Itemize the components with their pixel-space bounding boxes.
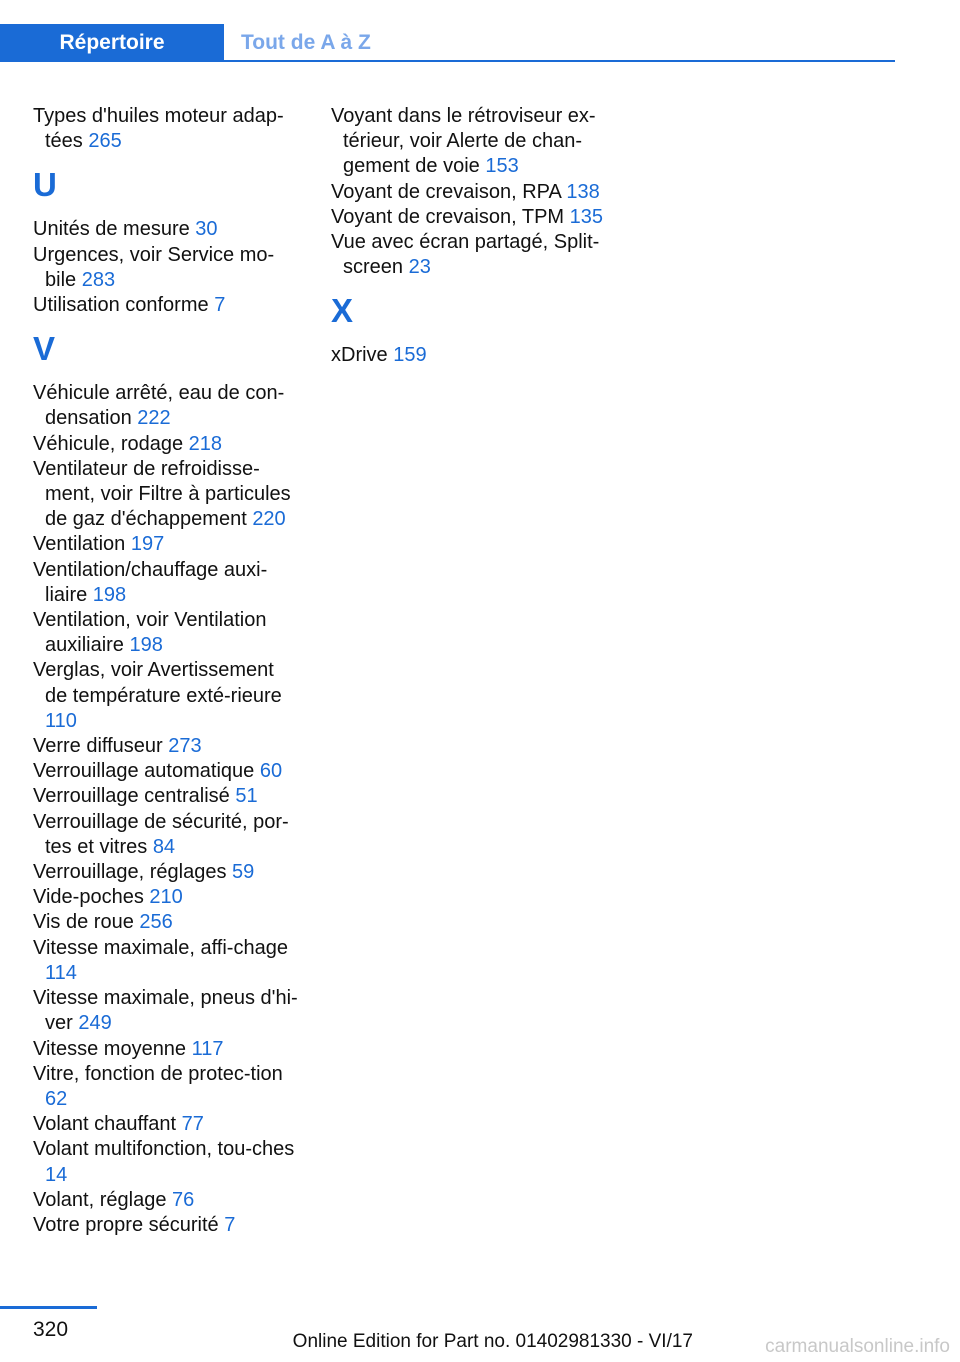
entry-text: Verglas, voir Avertissement de température exté‐rieure (33, 659, 282, 707)
page-link[interactable]: 76 (172, 1188, 195, 1211)
page-link[interactable]: 59 (232, 861, 255, 884)
page-link[interactable]: 23 (408, 256, 431, 279)
entry-text: Vue avec écran partagé, Split‐screen (331, 231, 600, 279)
page-link[interactable]: 273 (168, 735, 202, 758)
index-entry (33, 734, 301, 759)
index-entry (33, 658, 301, 734)
index-entry (33, 784, 301, 809)
entry-text: Verrouillage centralisé (33, 785, 236, 808)
page-link[interactable]: 222 (137, 407, 171, 430)
index-entry (33, 910, 301, 935)
page-link[interactable]: 218 (188, 432, 223, 455)
page-link[interactable]: 159 (393, 344, 427, 367)
page-link[interactable]: 117 (191, 1037, 224, 1060)
index-entry (33, 243, 301, 293)
section-letter: V (33, 330, 56, 368)
page-link[interactable]: 51 (235, 785, 258, 808)
entry-text: Verre diffuseur (33, 735, 169, 758)
page-link[interactable]: 198 (92, 583, 127, 606)
page-link[interactable]: 60 (259, 760, 283, 783)
entry-text: Urgences, voir Service mo‐bile (33, 243, 275, 291)
section-letter: X (331, 292, 354, 330)
page-link[interactable]: 198 (129, 634, 163, 657)
index-entry (331, 230, 611, 280)
index-entry (33, 1062, 301, 1112)
entry-text: xDrive (331, 344, 394, 367)
entry-text: Ventilation/chauffage auxi‐liaire (33, 558, 268, 606)
index-entry (33, 810, 301, 860)
page-link[interactable]: 110 (45, 709, 77, 732)
entry-text: Ventilation, voir Ventilation auxiliaire (33, 609, 267, 657)
page-link[interactable]: 7 (214, 294, 226, 317)
entry-text: Vitesse moyenne (33, 1037, 192, 1060)
index-entry (33, 986, 301, 1036)
entry-text: Verrouillage de sécurité, por‐tes et vitres (33, 810, 289, 858)
index-entry (33, 1213, 301, 1238)
entry-text: Véhicule arrêté, eau de con‐densation (33, 382, 285, 430)
index-entry (33, 1037, 301, 1062)
page-link[interactable]: 256 (139, 911, 173, 934)
entry-text: Utilisation conforme (33, 294, 215, 317)
edition-note: Online Edition for Part no. 01402981330 - VI/17 (292, 1331, 693, 1352)
page-link[interactable]: 114 (45, 961, 77, 984)
entry-text: Verrouillage, réglages (33, 861, 233, 884)
entry-text: Vide-poches (33, 886, 150, 909)
index-entry (33, 457, 301, 533)
page-link[interactable]: 7 (224, 1213, 236, 1236)
page-link[interactable]: 30 (195, 218, 218, 241)
page-link[interactable]: 14 (45, 1163, 68, 1186)
index-entry (33, 217, 301, 242)
entry-text: Volant chauffant (33, 1113, 182, 1136)
index-entry (33, 381, 301, 431)
index-entry (33, 759, 301, 784)
index-column-right (331, 104, 611, 369)
index-entry (33, 532, 301, 557)
index-entry (33, 1112, 301, 1137)
header-divider (0, 60, 895, 62)
entry-text: Vitre, fonction de protec‐tion (33, 1062, 283, 1085)
entry-text: Ventilation (33, 533, 131, 556)
index-entry (331, 343, 611, 368)
index-entry (33, 608, 301, 658)
page-link[interactable]: 138 (566, 180, 600, 203)
entry-text: Vitesse maximale, pneus d'hi‐ver (33, 987, 298, 1035)
entry-text: Votre propre sécurité (33, 1213, 225, 1236)
entry-text: Vis de roue (33, 911, 140, 934)
page-link[interactable]: 210 (149, 886, 183, 909)
page-link[interactable]: 249 (78, 1012, 112, 1035)
index-entry (33, 293, 301, 318)
tab-repertoire[interactable]: Répertoire (0, 24, 224, 62)
header-tabs (0, 24, 895, 62)
entry-text: Unités de mesure (33, 218, 196, 241)
index-entry (33, 1188, 301, 1213)
index-entry (33, 558, 301, 608)
page-link[interactable]: 265 (88, 130, 122, 153)
footer-divider (0, 1306, 97, 1309)
entry-text: Véhicule, rodage (33, 432, 189, 455)
page-link[interactable]: 197 (130, 533, 165, 556)
entry-text: Voyant de crevaison, TPM (331, 205, 570, 228)
index-entry (33, 885, 301, 910)
page-link[interactable]: 62 (45, 1087, 68, 1110)
entry-text: Volant multifonction, tou‐ches (33, 1138, 295, 1161)
tab-tout-de-a-a-z[interactable]: Tout de A à Z (241, 31, 371, 54)
entry-text: Voyant dans le rétroviseur ex‐térieur, voir Alerte de chan‐gement de voie (331, 105, 596, 178)
index-entry (33, 1137, 301, 1187)
entry-text: Types d'huiles moteur adap‐tées (33, 105, 284, 153)
page-link[interactable]: 153 (485, 155, 519, 178)
index-entry (33, 104, 301, 154)
index-entry (331, 205, 611, 230)
entry-text: Ventilateur de refroidisse‐ment, voir Filtre à particules de gaz d'échappement (33, 457, 291, 531)
entry-text: Verrouillage automatique (33, 760, 260, 783)
page-link[interactable]: 135 (569, 205, 604, 228)
index-entry (331, 180, 611, 205)
index-entry (33, 860, 301, 885)
entry-text: Volant, réglage (33, 1188, 172, 1211)
section-letter: U (33, 166, 57, 204)
index-entry (33, 432, 301, 457)
page-link[interactable]: 77 (181, 1113, 204, 1136)
index-column-left (33, 104, 301, 1238)
entry-text: Vitesse maximale, affi‐chage (33, 936, 288, 959)
watermark: carmanualsonline.info (765, 1336, 950, 1357)
page-link[interactable]: 283 (81, 268, 116, 291)
entry-text: Voyant de crevaison, RPA (331, 180, 567, 203)
page-number: 320 (33, 1318, 69, 1341)
index-entry (331, 104, 611, 180)
page-link[interactable]: 220 (252, 508, 286, 531)
index-entry (33, 936, 301, 986)
page-link[interactable]: 84 (152, 835, 176, 858)
